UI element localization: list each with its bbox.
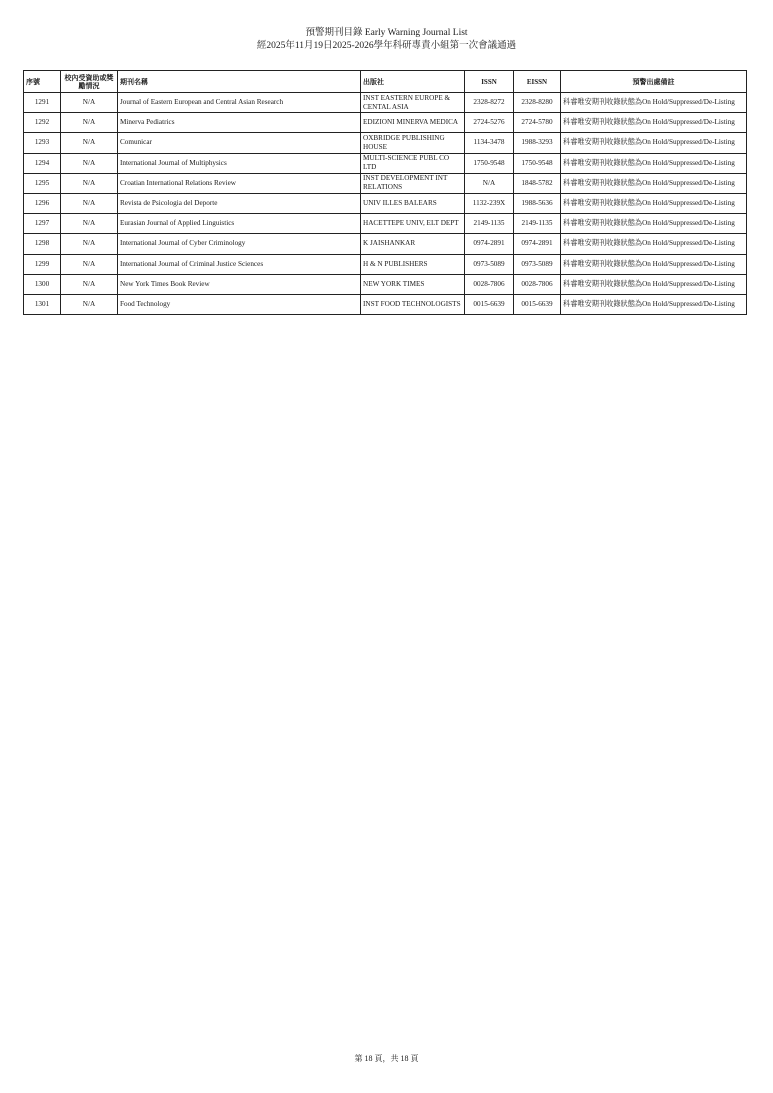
column-header-journal-name: 期刊名稱 [118, 71, 361, 93]
cell-warning-source: 科睿唯安期刊收錄狀態為On Hold/Suppressed/De-Listing [561, 214, 747, 234]
cell-issn: 0973-5089 [465, 254, 514, 274]
table-row [24, 193, 747, 213]
cell-warning-source: 科睿唯安期刊收錄狀態為On Hold/Suppressed/De-Listing [561, 113, 747, 133]
column-header-publisher: 出版社 [361, 71, 465, 93]
cell-serial: 1294 [24, 153, 61, 173]
cell-journal-name: Food Technology [118, 294, 361, 314]
cell-warning-source: 科睿唯安期刊收錄狀態為On Hold/Suppressed/De-Listing [561, 153, 747, 173]
table-row [24, 113, 747, 133]
cell-funding-status: N/A [61, 214, 118, 234]
cell-warning-source: 科睿唯安期刊收錄狀態為On Hold/Suppressed/De-Listing [561, 133, 747, 153]
table-row [24, 173, 747, 193]
cell-warning-source: 科睿唯安期刊收錄狀態為On Hold/Suppressed/De-Listing [561, 193, 747, 213]
cell-serial: 1297 [24, 214, 61, 234]
cell-funding-status: N/A [61, 113, 118, 133]
cell-funding-status: N/A [61, 234, 118, 254]
cell-serial: 1296 [24, 193, 61, 213]
cell-journal-name: International Journal of Criminal Justice Sciences [118, 254, 361, 274]
column-header-warning-source: 預警出處備註 [561, 71, 747, 93]
cell-serial: 1300 [24, 274, 61, 294]
cell-eissn: 2724-5780 [514, 113, 561, 133]
cell-warning-source: 科睿唯安期刊收錄狀態為On Hold/Suppressed/De-Listing [561, 234, 747, 254]
cell-journal-name: Croatian International Relations Review [118, 173, 361, 193]
cell-funding-status: N/A [61, 153, 118, 173]
cell-serial: 1295 [24, 173, 61, 193]
document-header [0, 27, 773, 53]
cell-journal-name: International Journal of Multiphysics [118, 153, 361, 173]
table-row [24, 234, 747, 254]
cell-publisher: INST DEVELOPMENT INT RELATIONS [361, 173, 465, 193]
cell-warning-source: 科睿唯安期刊收錄狀態為On Hold/Suppressed/De-Listing [561, 294, 747, 314]
cell-eissn: 0973-5089 [514, 254, 561, 274]
cell-issn: 0015-6639 [465, 294, 514, 314]
cell-serial: 1301 [24, 294, 61, 314]
cell-eissn: 1750-9548 [514, 153, 561, 173]
cell-journal-name: International Journal of Cyber Criminology [118, 234, 361, 254]
document-title: 預警期刊目錄 Early Warning Journal List [305, 28, 468, 38]
cell-funding-status: N/A [61, 294, 118, 314]
cell-eissn: 2328-8280 [514, 93, 561, 113]
cell-issn: 2328-8272 [465, 93, 514, 113]
cell-eissn: 1988-3293 [514, 133, 561, 153]
cell-publisher: UNIV ILLES BALEARS [361, 193, 465, 213]
column-header-funding-status: 校內受資助或獎勵情況 [61, 71, 118, 93]
cell-issn: 1750-9548 [465, 153, 514, 173]
cell-journal-name: Revista de Psicologia del Deporte [118, 193, 361, 213]
cell-journal-name: Journal of Eastern European and Central Asian Research [118, 93, 361, 113]
table-row [24, 214, 747, 234]
cell-issn: 2724-5276 [465, 113, 514, 133]
cell-serial: 1291 [24, 93, 61, 113]
table-row [24, 93, 747, 113]
cell-funding-status: N/A [61, 173, 118, 193]
cell-eissn: 2149-1135 [514, 214, 561, 234]
journal-table [23, 70, 747, 315]
cell-funding-status: N/A [61, 274, 118, 294]
cell-funding-status: N/A [61, 133, 118, 153]
cell-serial: 1299 [24, 254, 61, 274]
cell-funding-status: N/A [61, 193, 118, 213]
cell-publisher: EDIZIONI MINERVA MEDICA [361, 113, 465, 133]
cell-funding-status: N/A [61, 254, 118, 274]
column-header-eissn: EISSN [514, 71, 561, 93]
cell-serial: 1298 [24, 234, 61, 254]
cell-journal-name: New York Times Book Review [118, 274, 361, 294]
cell-eissn: 1848-5782 [514, 173, 561, 193]
cell-warning-source: 科睿唯安期刊收錄狀態為On Hold/Suppressed/De-Listing [561, 93, 747, 113]
cell-issn: 1134-3478 [465, 133, 514, 153]
table-row [24, 274, 747, 294]
cell-publisher: K JAISHANKAR [361, 234, 465, 254]
cell-publisher: INST EASTERN EUROPE & CENTAL ASIA [361, 93, 465, 113]
cell-journal-name: Eurasian Journal of Applied Linguistics [118, 214, 361, 234]
cell-journal-name: Minerva Pediatrics [118, 113, 361, 133]
table-row [24, 153, 747, 173]
cell-publisher: H & N PUBLISHERS [361, 254, 465, 274]
cell-issn: 0974-2891 [465, 234, 514, 254]
cell-serial: 1293 [24, 133, 61, 153]
cell-warning-source: 科睿唯安期刊收錄狀態為On Hold/Suppressed/De-Listing [561, 274, 747, 294]
cell-publisher: OXBRIDGE PUBLISHING HOUSE [361, 133, 465, 153]
cell-journal-name: Comunicar [118, 133, 361, 153]
table-header-row [24, 71, 747, 93]
cell-warning-source: 科睿唯安期刊收錄狀態為On Hold/Suppressed/De-Listing [561, 173, 747, 193]
cell-issn: 0028-7806 [465, 274, 514, 294]
table-row [24, 133, 747, 153]
cell-warning-source: 科睿唯安期刊收錄狀態為On Hold/Suppressed/De-Listing [561, 254, 747, 274]
table-row [24, 254, 747, 274]
cell-issn: 2149-1135 [465, 214, 514, 234]
cell-publisher: INST FOOD TECHNOLOGISTS [361, 294, 465, 314]
column-header-serial: 序號 [24, 71, 61, 93]
cell-funding-status: N/A [61, 93, 118, 113]
cell-issn: N/A [465, 173, 514, 193]
page-number-footer: 第 18 頁，共 18 頁 [354, 1054, 419, 1063]
cell-eissn: 0015-6639 [514, 294, 561, 314]
cell-eissn: 0028-7806 [514, 274, 561, 294]
cell-eissn: 1988-5636 [514, 193, 561, 213]
cell-serial: 1292 [24, 113, 61, 133]
cell-publisher: NEW YORK TIMES [361, 274, 465, 294]
cell-publisher: HACETTEPE UNIV, ELT DEPT [361, 214, 465, 234]
cell-issn: 1132-239X [465, 193, 514, 213]
table-row [24, 294, 747, 314]
cell-eissn: 0974-2891 [514, 234, 561, 254]
cell-publisher: MULTI-SCIENCE PUBL CO LTD [361, 153, 465, 173]
column-header-issn: ISSN [465, 71, 514, 93]
document-subtitle: 經2025年11月19日2025-2026學年科研專責小組第一次會議通過 [256, 41, 517, 51]
